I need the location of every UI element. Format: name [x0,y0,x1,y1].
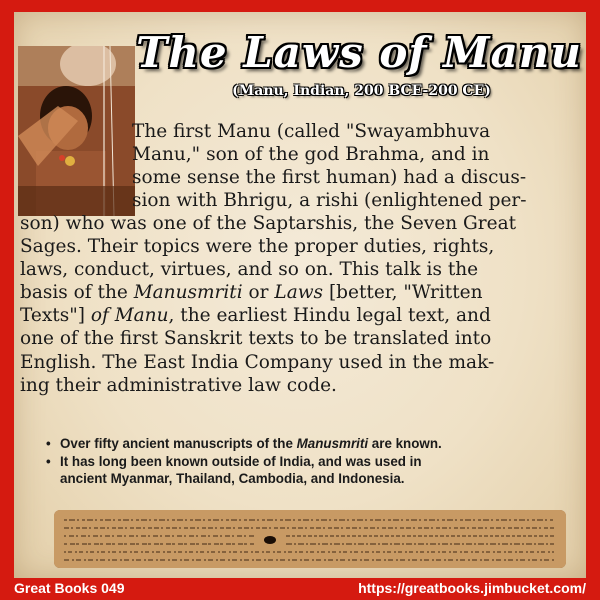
basis-mid: or [242,282,275,304]
laws-title: Laws [274,282,324,304]
paragraph-line: The first Manu (called "Swayambhuva [132,121,491,142]
paragraph-line: some sense the first human) had a discus- [132,167,527,189]
paragraph-line: English. The East India Company used in the mak- [20,351,495,373]
child-thread-ceremony-photo [18,46,135,216]
paragraph-line: Manu," son of the god Brahma, and in [132,144,490,166]
paragraph-line: Sages. Their topics were the proper duties, rights, [20,236,495,258]
paragraph-line: one of the first Sanskrit texts to be translated into [20,328,492,350]
palm-leaf-manuscript-image [54,510,566,568]
main-paragraph-continued [20,212,582,397]
facts-list [46,435,586,488]
paragraph-line [20,281,582,304]
series-label: Great Books 049 [14,580,125,596]
basis-suffix: [better, "Written [323,282,483,304]
poster-card [14,12,586,578]
basis-prefix: basis of the [20,282,134,304]
texts-prefix: Texts"] [20,305,91,327]
paragraph-line [20,304,582,327]
of-manu-title: of Manu [90,305,169,327]
list-item: • Over fifty ancient manuscripts of the Manusmriti are known. [46,435,586,453]
page-title: The Laws of Manu [136,28,582,77]
website-url[interactable]: https://greatbooks.jimbucket.com/ [358,580,586,596]
manusmriti-title: Manusmriti [133,282,243,304]
paragraph-line: sion with Bhrigu, a rishi (enlightened per- [132,190,527,212]
list-item: • It has long been known outside of India, and was used in ancient Myanmar, Thailand, Cambodia, and Indonesia. [46,453,586,488]
paragraph-line: ing their administrative law code. [20,374,337,396]
main-paragraph [132,120,584,212]
paragraph-line: laws, conduct, virtues, and so on. This talk is the [20,259,479,281]
texts-suffix: , the earliest Hindu legal text, and [168,305,491,327]
paragraph-line: son) who was one of the Saptarshis, the Seven Great [20,213,517,234]
manusmriti-title: Manusmriti [296,436,369,451]
page-subtitle: (Manu, Indian, 200 BCE-200 CE) [232,83,491,99]
